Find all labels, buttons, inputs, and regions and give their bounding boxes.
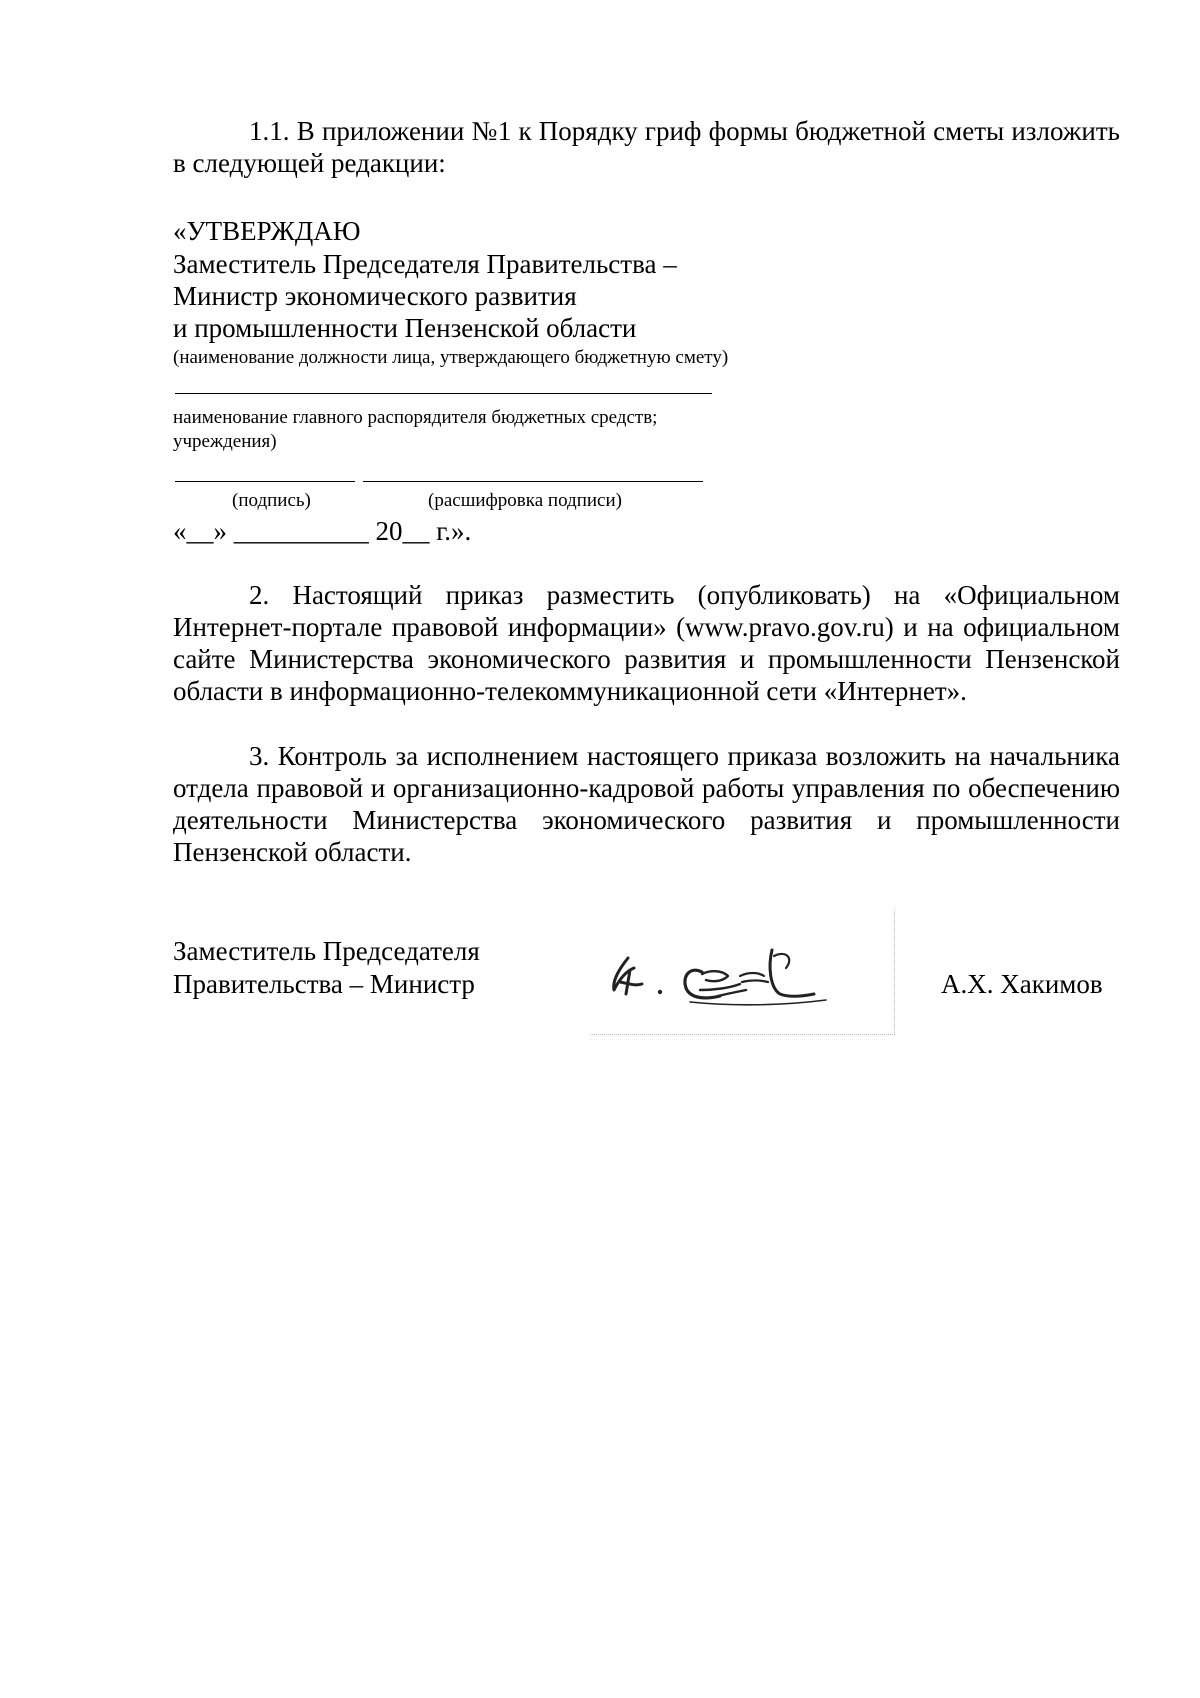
position-caption: (наименование должности лица, утверждающего бюджетную смету)	[173, 347, 729, 368]
signature-frame-bottom	[590, 1034, 895, 1035]
clause-1-1: 1.1. В приложении №1 к Порядку гриф формы бюджетной сметы изложить в следующей редакции:	[173, 116, 1120, 178]
signature-drawing	[590, 910, 895, 1035]
approver-position-line3: и промышленности Пензенской области	[173, 313, 637, 343]
signature-frame-edge	[894, 910, 895, 1035]
org-caption-line1: наименование главного распорядителя бюджетных средств;	[173, 407, 658, 428]
clause-3: 3. Контроль за исполнением настоящего приказа возложить на начальника отдела правовой и организационно-кадровой работы управления по обеспечению деятельности Министерства экономического развития и промышленности Пензенской области.	[173, 741, 1120, 867]
signatory-name: А.Х. Хакимов	[941, 969, 1103, 999]
date-line: «__» __________ 20__ г.».	[173, 516, 472, 546]
signatory-title-line1: Заместитель Председателя	[173, 936, 480, 966]
approver-position-line2: Министр экономического развития	[173, 281, 577, 311]
decoding-caption: (расшифровка подписи)	[428, 490, 622, 511]
decoding-rule	[363, 481, 703, 482]
signatory-title-line2: Правительства – Министр	[173, 969, 475, 999]
org-name-rule	[175, 393, 712, 394]
signature-rule	[175, 481, 355, 482]
handwritten-signature	[590, 910, 895, 1035]
signature-caption: (подпись)	[232, 490, 311, 511]
org-caption-line2: учреждения)	[173, 431, 277, 452]
approver-position-line1: Заместитель Председателя Правительства –	[173, 249, 677, 279]
approve-heading: «УТВЕРЖДАЮ	[173, 216, 361, 246]
clause-2: 2. Настоящий приказ разместить (опубликовать) на «Официальном Интернет-портале правовой информации» (www.pravo.gov.ru) и на официальном сайте Министерства экономического развития и промышленности Пензенской области в информационно-телекоммуникационной сети «Интернет».	[173, 580, 1120, 706]
